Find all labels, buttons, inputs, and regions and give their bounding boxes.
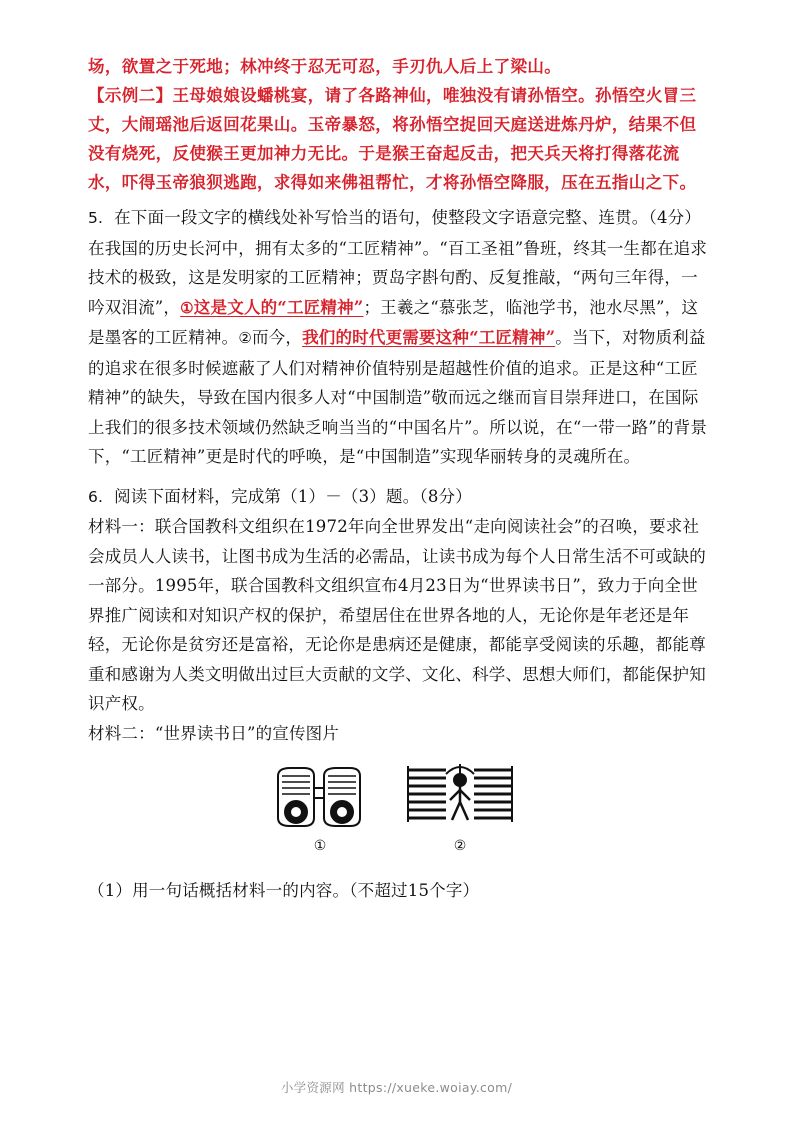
question-6	[88, 482, 712, 749]
figure-2-caption: ②	[453, 838, 467, 854]
question-5-stem: 在下面一段文字的横线处补写恰当的语句，使整段文字语意完整、连贯。（4分）	[114, 208, 702, 227]
question-6-stem-line	[88, 482, 712, 513]
question-5-body-part-4: 。当下，对物质利益的追求在很多时候遮蔽了人们对精神价值特别是超越性价值的追求。正是这种“工匠精神”的缺失，导致在国内很多人对“中国制造”敬而远之继而盲目崇拜进口，在国际上我们的很多技术领域仍然缺乏响当当的“中国名片”。所以说，在“一带一路”的背景下，“工匠精神”更是时代的呼唤，是“中国制造”实现华丽转身的灵魂所在。	[88, 328, 708, 466]
red-answer-block	[88, 52, 712, 197]
red-answer-line-2: 【示例二】王母娘娘设蟠桃宴，请了各路神仙，唯独没有请孙悟空。孙悟空火冒三丈，大闹瑶池后返回花果山。玉帝暴怒，将孙悟空捉回天庭送进炼丹炉，结果不但没有烧死，反使猴王更加神力无比。于是猴王奋起反击，把天兵天将打得落花流水，吓得玉帝狼狈逃跑，求得如来佛祖帮忙，才将孙悟空降服，压在五指山之下。	[88, 86, 697, 192]
question-5-stem-line	[88, 203, 712, 234]
material-1-text: 联合国教科文组织在1972年向全世界发出“走向阅读社会”的召唤，要求社会成员人人读书，让图书成为生活的必需品，让读书成为每个人日常生活不可或缺的一部分。1995年，联合国教科文组织宣布4月23日为“世界读书日”，致力于向全世界推广阅读和对知识产权的保护，希望居住在世界各地的人，无论你是年老还是年轻，无论你是贫穷还是富裕，无论你是患病还是健康，都能享受阅读的乐趣，都能尊重和感谢为人类文明做出过巨大贡献的文学、文化、科学、思想大师们，都能保护知识产权。	[88, 517, 706, 713]
question-6-sub-1-wrap	[88, 876, 712, 906]
question-6-number: 6.	[88, 487, 104, 506]
question-6-material-2	[88, 719, 712, 749]
figure-row	[88, 754, 712, 866]
question-5-insert-1-text: 这是文人的“工匠精神”	[193, 297, 364, 317]
red-answer-line-1: 场，欲置之于死地；林冲终于忍无可忍，手刃仇人后上了梁山。	[88, 57, 562, 76]
hand-lifting-books-icon	[400, 754, 520, 836]
material-2-text: “世界读书日”的宣传图片	[154, 723, 340, 743]
question-6-sub-1: （1）用一句话概括材料一的内容。（不超过15个字）	[88, 881, 480, 900]
question-6-stem: 阅读下面材料，完成第（1）－（3）题。（8分）	[114, 486, 472, 506]
figure-2	[400, 754, 520, 854]
figure-1	[260, 754, 380, 854]
question-5-insert-2-text: 我们的时代更需要这种“工匠精神”	[302, 328, 556, 347]
question-5-body-part-1: 在我国的历史长河中，拥有太多的“工匠精神”。“百工圣祖”鲁班，终其一生都在追求技术的极致，这是发明家的工匠精神；贾岛字斟句酌、反复推敲，“两句三年得，一吟双泪流”，	[88, 238, 708, 317]
question-5-insert-1-marker: ①	[180, 298, 194, 317]
question-5-body-part-3: 而今，	[251, 328, 303, 347]
question-5-body-part-2: ；王羲之“慕张芝，临池学书，池水尽黑”，这是墨客的工匠精神。	[88, 297, 699, 347]
question-5-number: 5.	[88, 209, 104, 227]
question-5	[88, 203, 712, 472]
question-5-body	[88, 234, 712, 472]
figure-1-caption: ①	[313, 838, 327, 854]
material-1-label: 材料一：	[88, 517, 155, 536]
binoculars-books-icon	[260, 754, 380, 836]
question-5-insert-2-marker: ②	[238, 329, 252, 347]
material-2-label: 材料二：	[88, 723, 155, 743]
page-content	[88, 52, 712, 906]
footer-watermark: 小学资源网 https://xueke.woiay.com/	[280, 1080, 513, 1095]
question-6-material-1	[88, 512, 712, 719]
